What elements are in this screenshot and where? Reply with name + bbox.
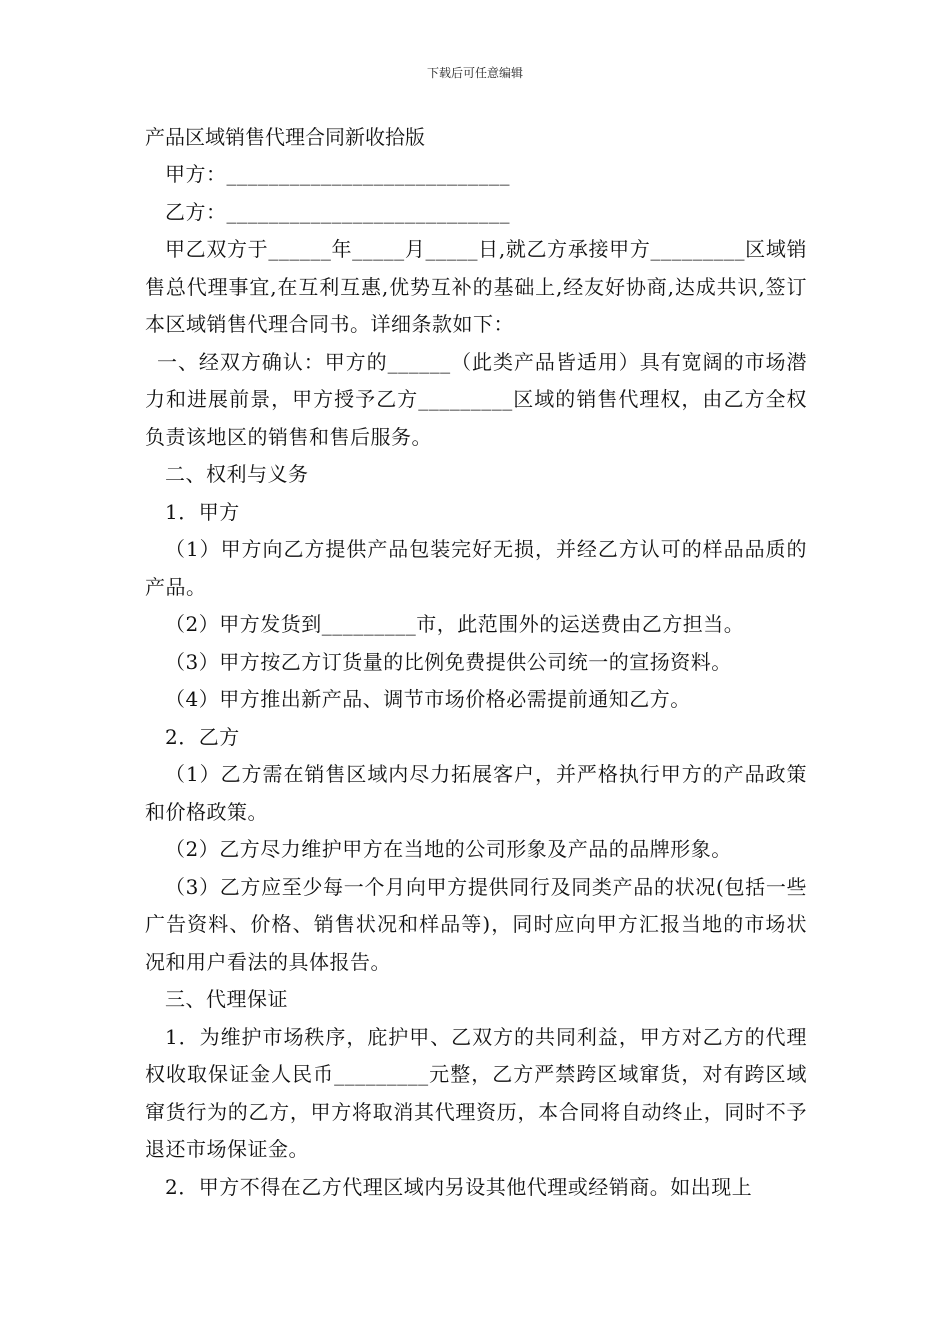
party-b-item-1: （1）乙方需在销售区域内尽力拓展客户，并严格执行甲方的产品政策和价格政策。 xyxy=(145,762,807,824)
guarantee-item-2: 2．甲方不得在乙方代理区域内另设其他代理或经销商。如出现上 xyxy=(165,1174,753,1199)
party-a-subheading: 1．甲方 xyxy=(165,499,240,524)
section-2-heading: 二、权利与义务 xyxy=(165,462,309,486)
party-b-item-2: （2）乙方尽力维护甲方在当地的公司形象及产品的品牌形象。 xyxy=(165,837,732,861)
preamble-paragraph: 甲乙双方于______年_____月_____日,就乙方承接甲方_________区域销售总代理事宜,在互利互惠,优势互补的基础上,经友好协商,达成共识,签订本区域销售代理合同书。详细条款如下： xyxy=(145,237,807,336)
party-a-item-2: （2）甲方发货到_________市，此范围外的运送费由乙方担当。 xyxy=(165,612,745,636)
clause-1-confirmation: 一、经双方确认：甲方的______（此类产品皆适用）具有宽阔的市场潜力和进展前景，甲方授予乙方_________区域的销售代理权，由乙方全权负责该地区的销售和售后服务。 xyxy=(145,349,807,449)
party-a-item-3: （3）甲方按乙方订货量的比例免费提供公司统一的宣扬资料。 xyxy=(165,649,732,674)
party-b-subheading: 2．乙方 xyxy=(165,724,240,749)
party-b-item-3: （3）乙方应至少每一个月向甲方提供同行及同类产品的状况(包括一些广告资料、价格、销售状况和样品等)，同时应向甲方汇报当地的市场状况和用户看法的具体报告。 xyxy=(145,874,807,974)
party-a-item-1: （1）甲方向乙方提供产品包装完好无损，并经乙方认可的样品品质的产品。 xyxy=(145,537,807,599)
document-title: 产品区域销售代理合同新收拾版 xyxy=(145,125,425,149)
section-3-heading: 三、代理保证 xyxy=(165,987,288,1011)
document-body xyxy=(145,118,807,1206)
party-a-line: 甲方：___________________________ xyxy=(165,162,510,186)
page-header-note: 下载后可任意编辑 xyxy=(426,66,523,80)
party-b-line: 乙方：___________________________ xyxy=(165,199,510,224)
party-a-item-4: （4）甲方推出新产品、调节市场价格必需提前通知乙方。 xyxy=(165,687,691,711)
guarantee-item-1: 1．为维护市场秩序，庇护甲、乙双方的共同利益，甲方对乙方的代理权收取保证金人民币_________元整，乙方严禁跨区域窜货，对有跨区域窜货行为的乙方，甲方将取消其代理资历，本合同将自动终止，同时不予退还市场保证金。 xyxy=(145,1024,807,1161)
